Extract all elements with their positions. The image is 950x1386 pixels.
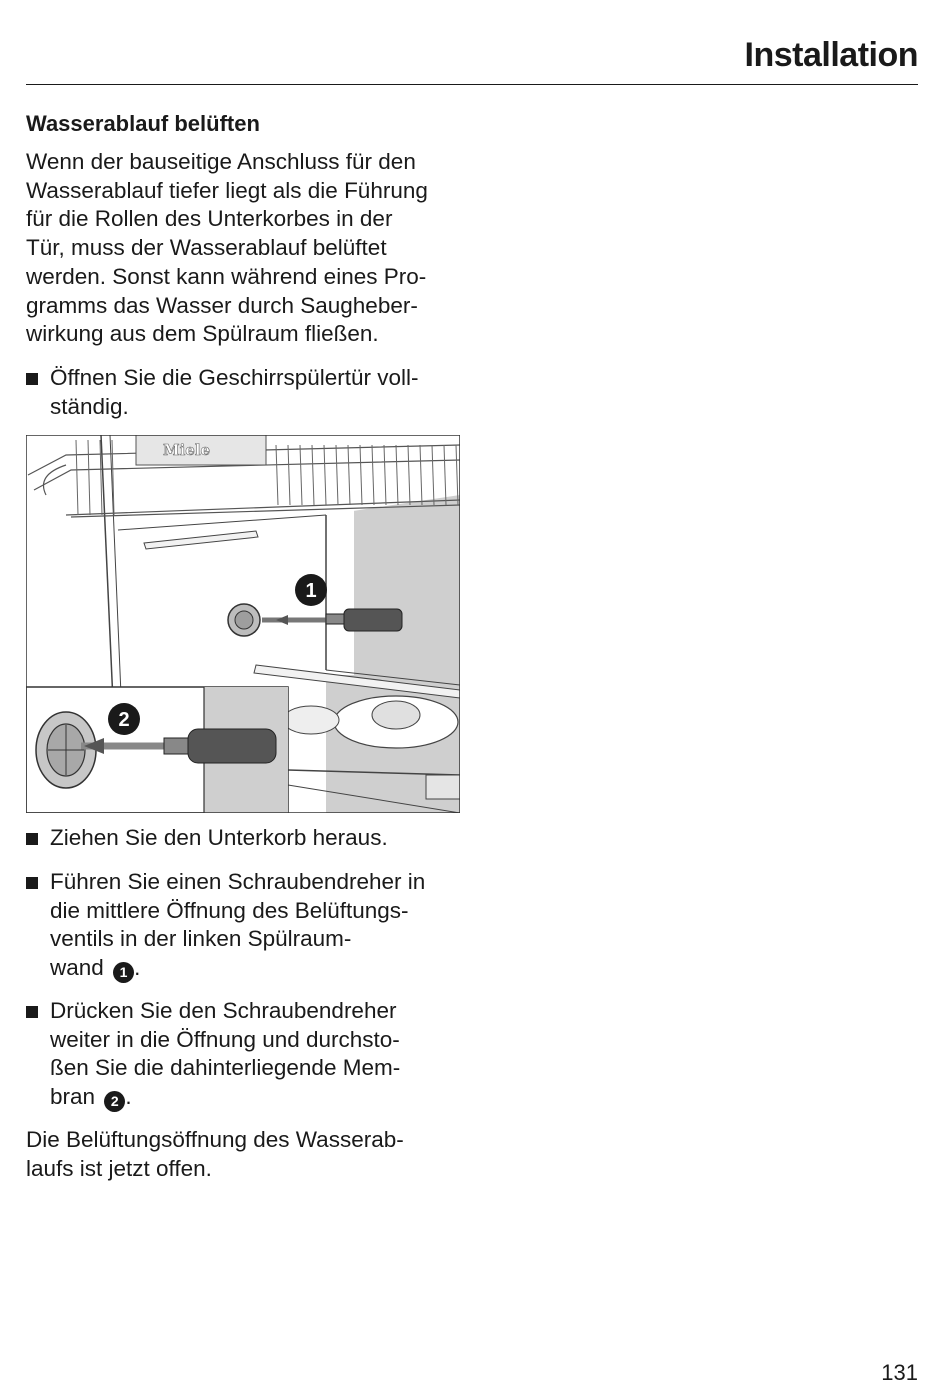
intro-line: wirkung aus dem Spülraum fließen.	[26, 321, 379, 347]
period: .	[125, 1084, 132, 1110]
callout-2: 2	[118, 709, 130, 731]
closing-line: Die Belüftungsöffnung des Wasserab-	[26, 1127, 404, 1152]
bullet-square	[26, 1006, 38, 1018]
ref-badge-1: 1	[113, 962, 134, 983]
step-line: Öffnen Sie die Geschirrspülertür voll-	[50, 365, 419, 390]
step-line-with-ref	[50, 954, 466, 983]
intro-paragraph	[26, 148, 466, 349]
callout-1: 1	[305, 580, 317, 602]
page-header-title: Installation	[744, 36, 918, 74]
step-line-with-ref	[50, 1083, 466, 1112]
bullet-square	[26, 877, 38, 889]
intro-line: gramms das Wasser durch Saugheber-	[26, 292, 418, 318]
bullet-square	[26, 833, 38, 845]
intro-line: für die Rollen des Unterkorbes in der	[26, 206, 393, 232]
step-line: ventils in der linken Spülraum-	[50, 926, 352, 952]
dishwasher-illustration	[26, 435, 460, 813]
intro-line: Wasserablauf tiefer liegt als die Führung	[26, 177, 428, 203]
step-line: bran	[50, 1084, 96, 1110]
step-pierce-membrane	[26, 997, 466, 1112]
step-line: Drücken Sie den Schraubendreher	[50, 998, 397, 1023]
step-line: die mittlere Öffnung des Belüftungs-	[50, 897, 409, 923]
step-line: ständig.	[50, 393, 129, 419]
page-number: 131	[881, 1360, 918, 1385]
closing-line: laufs ist jetzt offen.	[26, 1155, 212, 1181]
intro-line: werden. Sonst kann während eines Pro-	[26, 263, 427, 289]
step-line: weiter in die Öffnung und durchsto-	[50, 1026, 400, 1052]
period: .	[134, 955, 141, 981]
step-line: ßen Sie die dahinterliegende Mem-	[50, 1055, 401, 1081]
step-line: Führen Sie einen Schraubendreher in	[50, 869, 426, 894]
step-line: Ziehen Sie den Unterkorb heraus.	[50, 825, 388, 850]
ref-badge-2: 2	[104, 1091, 125, 1112]
bullet-square	[26, 373, 38, 385]
step-open-door	[26, 364, 466, 421]
step-insert-screwdriver	[26, 868, 466, 983]
closing-paragraph	[26, 1126, 466, 1183]
intro-line: Wenn der bauseitige Anschluss für den	[26, 149, 416, 174]
intro-line: Tür, muss der Wasserablauf belüftet	[26, 235, 387, 261]
brand-logo: Miele	[163, 441, 211, 459]
header-rule	[26, 84, 918, 85]
step-remove-basket	[26, 824, 466, 853]
section-heading: Wasserablauf belüften	[26, 111, 260, 136]
step-line: wand	[50, 955, 104, 981]
